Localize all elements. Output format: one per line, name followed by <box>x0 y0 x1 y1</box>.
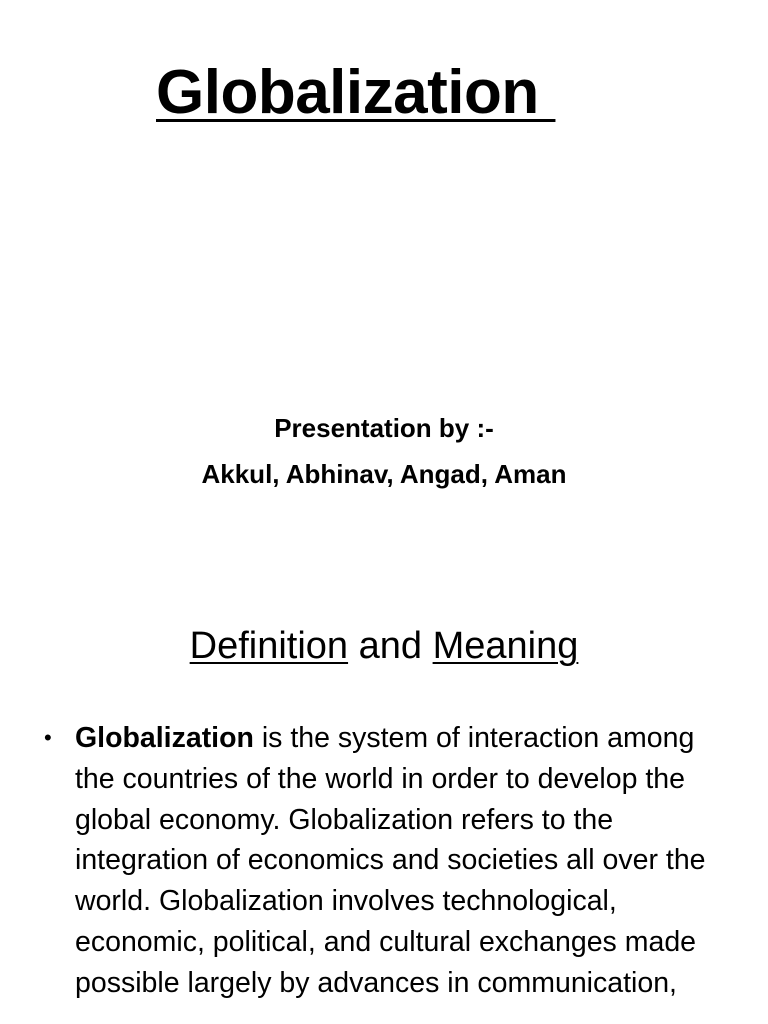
presenter-block <box>0 405 768 497</box>
list-item <box>44 718 734 1004</box>
slide-title: Globalization <box>156 58 556 127</box>
heading-meaning: Meaning <box>432 625 579 667</box>
bullet-icon: • <box>44 725 52 750</box>
bullet-lead-term: Globalization <box>75 722 254 754</box>
heading-definition: Definition <box>189 625 349 667</box>
heading-and: and <box>348 625 433 667</box>
section-heading <box>0 626 768 668</box>
bullet-text <box>75 718 734 1004</box>
bullet-list <box>44 718 734 1004</box>
presenter-names: Akkul, Abhinav, Angad, Aman <box>201 459 567 489</box>
presented-by-label: Presentation by :- <box>274 413 494 443</box>
bullet-body: is the system of interaction among the countries of the world in order to develop the global economy. Globalization refers to the integration of economics and societies all over the world. Globalization involves technological, economic, political, and cultural exchanges made possible largely by advances in communication, <box>75 722 706 999</box>
